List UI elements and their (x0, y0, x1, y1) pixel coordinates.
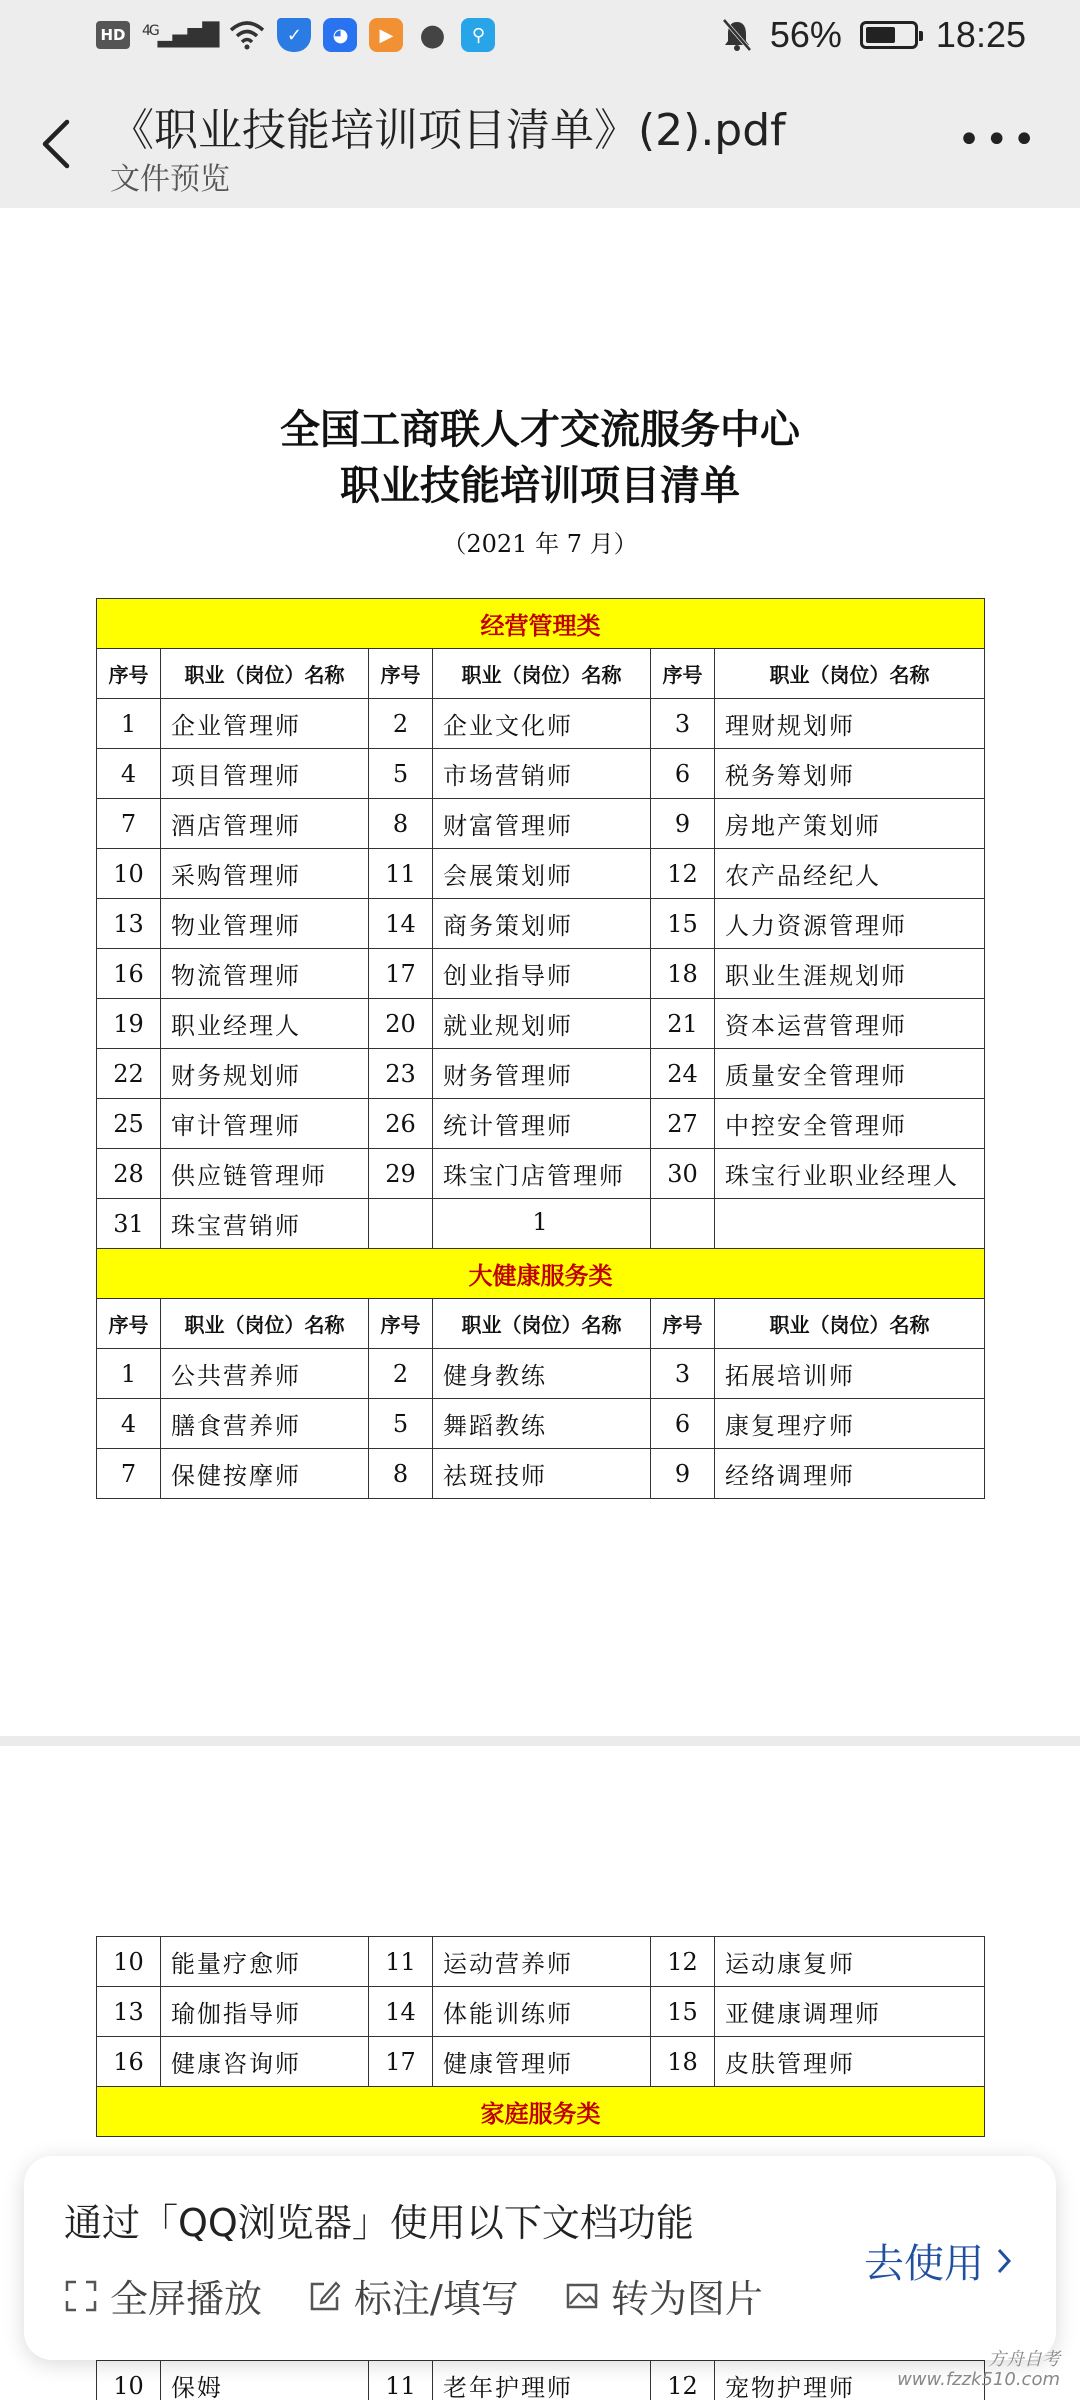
occupation-name: 理财规划师 (715, 699, 985, 749)
item-number: 3 (651, 699, 715, 749)
search-app-icon: ⚲ (461, 18, 495, 52)
item-number: 13 (97, 899, 161, 949)
item-number: 27 (651, 1099, 715, 1149)
item-number: 10 (97, 2361, 161, 2400)
occupation-name: 酒店管理师 (161, 799, 369, 849)
occupation-name: 祛斑技师 (433, 1449, 651, 1499)
occupation-name: 保姆 (161, 2361, 369, 2400)
table-row (97, 1987, 985, 2037)
column-header: 职业（岗位）名称 (161, 1299, 369, 1349)
occupation-name: 房地产策划师 (715, 799, 985, 849)
more-menu-button[interactable] (957, 117, 1040, 163)
item-number: 13 (97, 1987, 161, 2037)
status-right (722, 14, 1026, 56)
item-number: 9 (651, 1449, 715, 1499)
column-header: 序号 (651, 1299, 715, 1349)
occupation-name: 审计管理师 (161, 1099, 369, 1149)
item-number: 15 (651, 1987, 715, 2037)
item-number: 24 (651, 1049, 715, 1099)
battery-icon (860, 21, 918, 49)
battery-percent: 56% (769, 14, 842, 55)
header-row (97, 1299, 985, 1349)
back-arrow-icon (41, 118, 71, 170)
occupation-name: 财富管理师 (433, 799, 651, 849)
wechat-icon: ● (419, 17, 446, 53)
mute-bell-icon (722, 18, 752, 52)
item-number: 7 (97, 1449, 161, 1499)
column-header: 序号 (97, 649, 161, 699)
doc-title-line2: 职业技能培训项目清单 (340, 462, 740, 509)
category-row (97, 599, 985, 649)
feature-label: 标注/填写 (354, 2277, 519, 2321)
occupation-name: 老年护理师 (433, 2361, 651, 2400)
header-row (97, 649, 985, 699)
occupation-name: 税务筹划师 (715, 749, 985, 799)
column-header: 职业（岗位）名称 (715, 1299, 985, 1349)
item-number: 30 (651, 1149, 715, 1199)
table-row (97, 1449, 985, 1499)
occupation-name: 市场营销师 (433, 749, 651, 799)
occupation-name: 人力资源管理师 (715, 899, 985, 949)
occupation-name: 质量安全管理师 (715, 1049, 985, 1099)
signal-icon: $^{4G}$▂▄▆█ (142, 22, 218, 48)
occupation-name: 珠宝营销师 (161, 1199, 369, 1249)
status-bar (0, 0, 1080, 78)
video-app-icon: ▶ (369, 18, 403, 52)
item-number: 14 (369, 899, 433, 949)
occupation-name: 膳食营养师 (161, 1399, 369, 1449)
occupation-name: 资本运营管理师 (715, 999, 985, 1049)
occupation-name: 宠物护理师 (715, 2361, 985, 2400)
occupation-name: 职业生涯规划师 (715, 949, 985, 999)
item-number: 22 (97, 1049, 161, 1099)
feature-fullscreen[interactable] (64, 2268, 262, 2323)
occupation-name: 健康管理师 (433, 2037, 651, 2087)
table-row (97, 899, 985, 949)
occupation-name: 企业文化师 (433, 699, 651, 749)
item-number: 3 (651, 1349, 715, 1399)
back-button[interactable] (36, 114, 76, 174)
occupation-name: 供应链管理师 (161, 1149, 369, 1199)
table-row (97, 949, 985, 999)
occupation-name: 项目管理师 (161, 749, 369, 799)
occupation-name: 经络调理师 (715, 1449, 985, 1499)
occupation-name: 商务策划师 (433, 899, 651, 949)
use-now-button[interactable] (864, 2232, 1012, 2289)
occupation-name: 农产品经纪人 (715, 849, 985, 899)
occupation-name: 健康咨询师 (161, 2037, 369, 2087)
item-number: 4 (97, 749, 161, 799)
category-name: 家庭服务类 (97, 2087, 985, 2137)
occupation-name: 能量疗愈师 (161, 1937, 369, 1987)
item-number: 10 (97, 1937, 161, 1987)
item-number: 11 (369, 849, 433, 899)
occupation-name: 舞蹈教练 (433, 1399, 651, 1449)
item-number: 15 (651, 899, 715, 949)
cta-label: 去使用 (864, 2241, 984, 2287)
table-row (97, 1099, 985, 1149)
feature-to-image[interactable] (565, 2268, 763, 2323)
app-bar (0, 78, 1080, 208)
column-header: 职业（岗位）名称 (433, 1299, 651, 1349)
occupation-name: 统计管理师 (433, 1099, 651, 1149)
category-name: 大健康服务类 (97, 1249, 985, 1299)
item-number: 1 (97, 1349, 161, 1399)
hd-icon: HD (96, 21, 130, 49)
item-number: 6 (651, 1399, 715, 1449)
table-row (97, 1937, 985, 1987)
column-header: 职业（岗位）名称 (161, 649, 369, 699)
item-number: 26 (369, 1099, 433, 1149)
occupation-name: 运动康复师 (715, 1937, 985, 1987)
item-number: 6 (651, 749, 715, 799)
item-number: 7 (97, 799, 161, 849)
occupation-name: 财务管理师 (433, 1049, 651, 1099)
occupation-name: 财务规划师 (161, 1049, 369, 1099)
occupation-name: 企业管理师 (161, 699, 369, 749)
column-header: 序号 (369, 1299, 433, 1349)
occupation-name: 物业管理师 (161, 899, 369, 949)
occupation-name: 运动营养师 (433, 1937, 651, 1987)
training-table-2 (96, 1936, 985, 2137)
watermark-line2: www.fzzk510.com (897, 2369, 1060, 2390)
occupation-name: 瑜伽指导师 (161, 1987, 369, 2037)
item-number: 19 (97, 999, 161, 1049)
chevron-right-icon (996, 2247, 1012, 2275)
qq-browser-promo-card[interactable] (24, 2156, 1056, 2360)
table-row (97, 749, 985, 799)
item-number: 14 (369, 1987, 433, 2037)
occupation-name: 公共营养师 (161, 1349, 369, 1399)
doc-date: （2021 年 7 月） (442, 530, 638, 558)
table-row (97, 849, 985, 899)
column-header: 序号 (369, 649, 433, 699)
item-number: 1 (97, 699, 161, 749)
item-number: 9 (651, 799, 715, 849)
item-number: 21 (651, 999, 715, 1049)
feature-annotate[interactable] (308, 2268, 519, 2323)
table-row (97, 699, 985, 749)
occupation-name: 采购管理师 (161, 849, 369, 899)
category-row (97, 1249, 985, 1299)
item-number: 16 (97, 2037, 161, 2087)
item-number: 12 (651, 849, 715, 899)
doc-title-line1: 全国工商联人才交流服务中心 (280, 406, 800, 453)
table-row (97, 1349, 985, 1399)
qq-app-icon: ◕ (323, 18, 357, 52)
column-header: 职业（岗位）名称 (433, 649, 651, 699)
occupation-name: 会展策划师 (433, 849, 651, 899)
occupation-name: 职业经理人 (161, 999, 369, 1049)
item-number: 31 (97, 1199, 161, 1249)
occupation-name: 体能训练师 (433, 1987, 651, 2037)
occupation-name: 珠宝行业职业经理人 (715, 1149, 985, 1199)
item-number: 25 (97, 1099, 161, 1149)
item-number: 4 (97, 1399, 161, 1449)
item-number: 10 (97, 849, 161, 899)
clock: 18:25 (935, 14, 1026, 55)
promo-title: 通过「QQ浏览器」使用以下文档功能 (64, 2201, 694, 2245)
item-number: 8 (369, 1449, 433, 1499)
column-header: 序号 (97, 1299, 161, 1349)
table-row (97, 1149, 985, 1199)
column-header: 职业（岗位）名称 (715, 649, 985, 699)
fullscreen-icon (64, 2279, 98, 2313)
table-row (97, 999, 985, 1049)
more-dots-icon: ••• (957, 117, 1040, 163)
occupation-name: 中控安全管理师 (715, 1099, 985, 1149)
table-row (97, 2037, 985, 2087)
feature-label: 全屏播放 (110, 2277, 263, 2321)
occupation-name: 皮肤管理师 (715, 2037, 985, 2087)
table-row (97, 799, 985, 849)
item-number: 17 (369, 2037, 433, 2087)
occupation-name: 物流管理师 (161, 949, 369, 999)
training-table-partial (96, 2360, 985, 2400)
item-number: 2 (369, 699, 433, 749)
file-title: 《职业技能培训项目清单》(2).pdf (110, 105, 786, 156)
occupation-name: 拓展培训师 (715, 1349, 985, 1399)
item-number: 23 (369, 1049, 433, 1099)
column-header: 序号 (651, 649, 715, 699)
table-row (97, 1399, 985, 1449)
item-number: 18 (651, 949, 715, 999)
file-subtitle: 文件预览 (110, 162, 230, 197)
edit-icon (308, 2279, 342, 2313)
item-number: 11 (369, 1937, 433, 1987)
training-table-1 (96, 598, 985, 1499)
status-left-icons (96, 18, 495, 52)
item-number: 29 (369, 1149, 433, 1199)
item-number: 5 (369, 749, 433, 799)
category-row (97, 2087, 985, 2137)
promo-features (64, 2268, 763, 2323)
watermark-line1: 方舟自考 (988, 2349, 1060, 2370)
occupation-name: 保健按摩师 (161, 1449, 369, 1499)
occupation-name: 健身教练 (433, 1349, 651, 1399)
item-number: 5 (369, 1399, 433, 1449)
item-number: 12 (651, 2361, 715, 2400)
occupation-name: 亚健康调理师 (715, 1987, 985, 2037)
item-number: 17 (369, 949, 433, 999)
feature-label: 转为图片 (610, 2277, 763, 2321)
pdf-page-1[interactable] (0, 208, 1080, 1736)
item-number: 16 (97, 949, 161, 999)
table-row (97, 1049, 985, 1099)
wifi-icon (229, 20, 265, 50)
category-name: 经营管理类 (97, 599, 985, 649)
item-number: 8 (369, 799, 433, 849)
shield-app-icon: ✓ (277, 18, 311, 52)
item-number: 11 (369, 2361, 433, 2400)
item-number: 18 (651, 2037, 715, 2087)
occupation-name: 珠宝门店管理师 (433, 1149, 651, 1199)
item-number: 12 (651, 1937, 715, 1987)
occupation-name: 创业指导师 (433, 949, 651, 999)
table-row (97, 2361, 985, 2400)
image-icon (565, 2279, 599, 2313)
item-number: 2 (369, 1349, 433, 1399)
item-number: 28 (97, 1149, 161, 1199)
occupation-name: 康复理疗师 (715, 1399, 985, 1449)
page-number: 1 (532, 1208, 548, 1236)
item-number: 20 (369, 999, 433, 1049)
watermark-logo (897, 2350, 1060, 2390)
occupation-name: 就业规划师 (433, 999, 651, 1049)
